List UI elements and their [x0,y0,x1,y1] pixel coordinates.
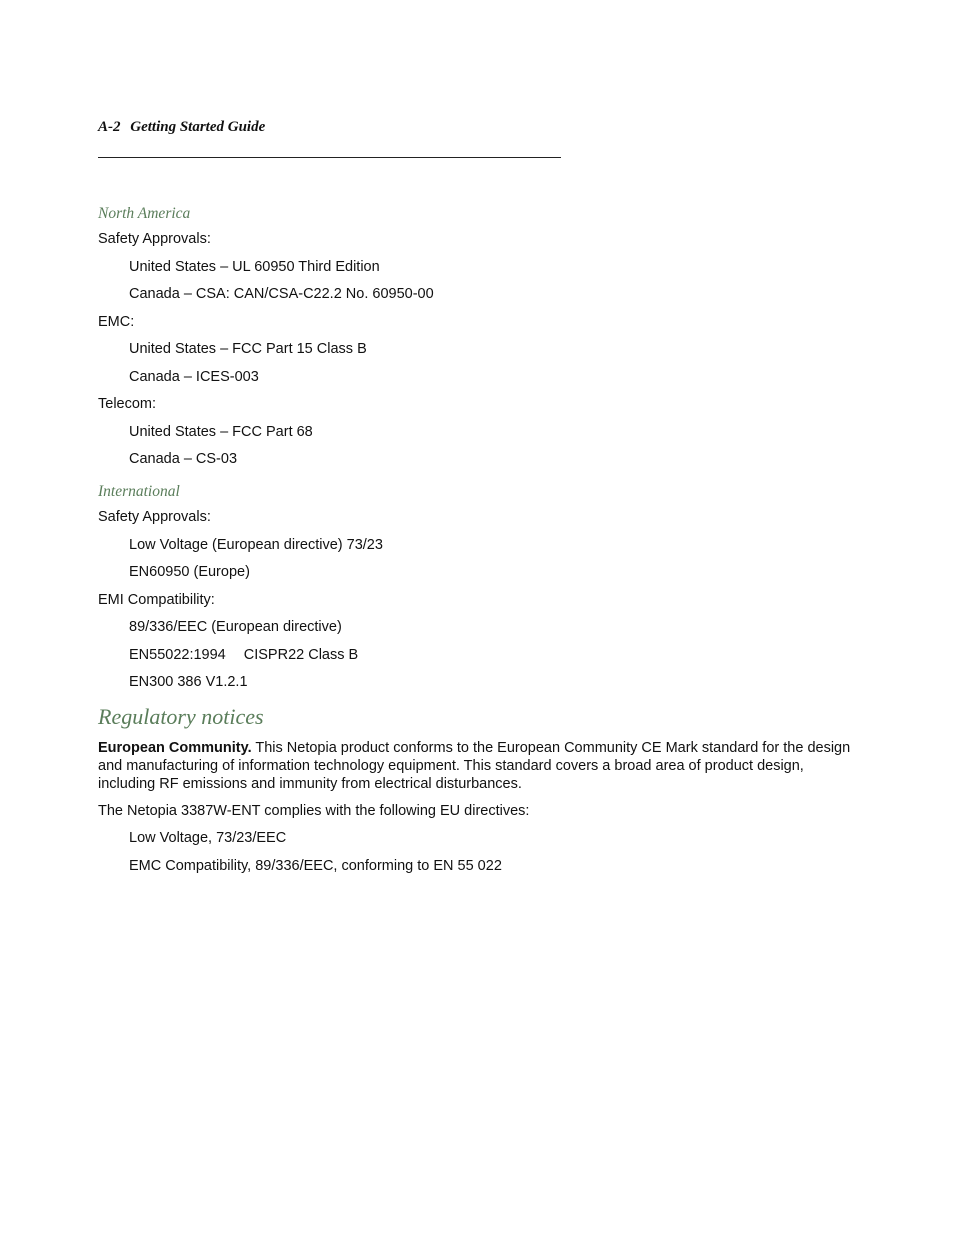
intl-safety-item: EN60950 (Europe) [129,564,250,580]
directive-item: EMC Compatibility, 89/336/EEC, conforming to EN 55 022 [129,857,502,874]
intl-emi-label: EMI Compatibility: [98,591,215,608]
na-emc-item: Canada – ICES-003 [129,368,259,385]
na-emc-label: EMC: [98,313,135,330]
international-heading: International [98,483,180,500]
intl-emi-item: 89/336/EEC (European directive) [129,619,342,635]
main-content [98,204,858,884]
na-safety-label: Safety Approvals: [98,231,211,247]
running-header [98,119,265,136]
ec-text: This Netopia product conforms to the European Community CE Mark standard for the design and manufacturing of information technology equipment. This standard covers a broad area of product design, including RF emissions and immunity from electrical disturbances. [98,740,851,792]
directive-item: Low Voltage, 73/23/EEC [129,830,287,846]
na-safety-item: Canada – CSA: CAN/CSA-C22.2 No. 60950-00 [129,286,434,302]
na-telecom-item: United States – FCC Part 68 [129,423,313,440]
na-telecom-label: Telecom: [98,396,157,412]
intl-emi-item: CISPR22 Class B [243,646,359,663]
intl-safety-item: Low Voltage (European directive) 73/23 [129,536,383,553]
ec-lead: European Community. [98,740,252,756]
na-emc-item: United States – FCC Part 15 Class B [129,341,367,357]
intl-safety-label: Safety Approvals: [98,509,211,525]
european-community-paragraph [98,739,854,793]
intl-emi-item-row [98,646,858,664]
north-america-heading: North America [98,205,191,222]
guide-title: Getting Started Guide [130,119,266,135]
na-safety-item: United States – UL 60950 Third Edition [129,258,380,275]
header-rule [98,157,561,158]
intl-emi-item: EN55022:1994 [129,646,226,663]
na-telecom-item: Canada – CS-03 [129,451,238,467]
intl-emi-item: EN300 386 V1.2.1 [129,674,248,690]
page-number: A-2 [98,119,121,135]
regulatory-notices-title: Regulatory notices [98,704,264,729]
directives-intro: The Netopia 3387W-ENT complies with the following EU directives: [98,803,530,819]
